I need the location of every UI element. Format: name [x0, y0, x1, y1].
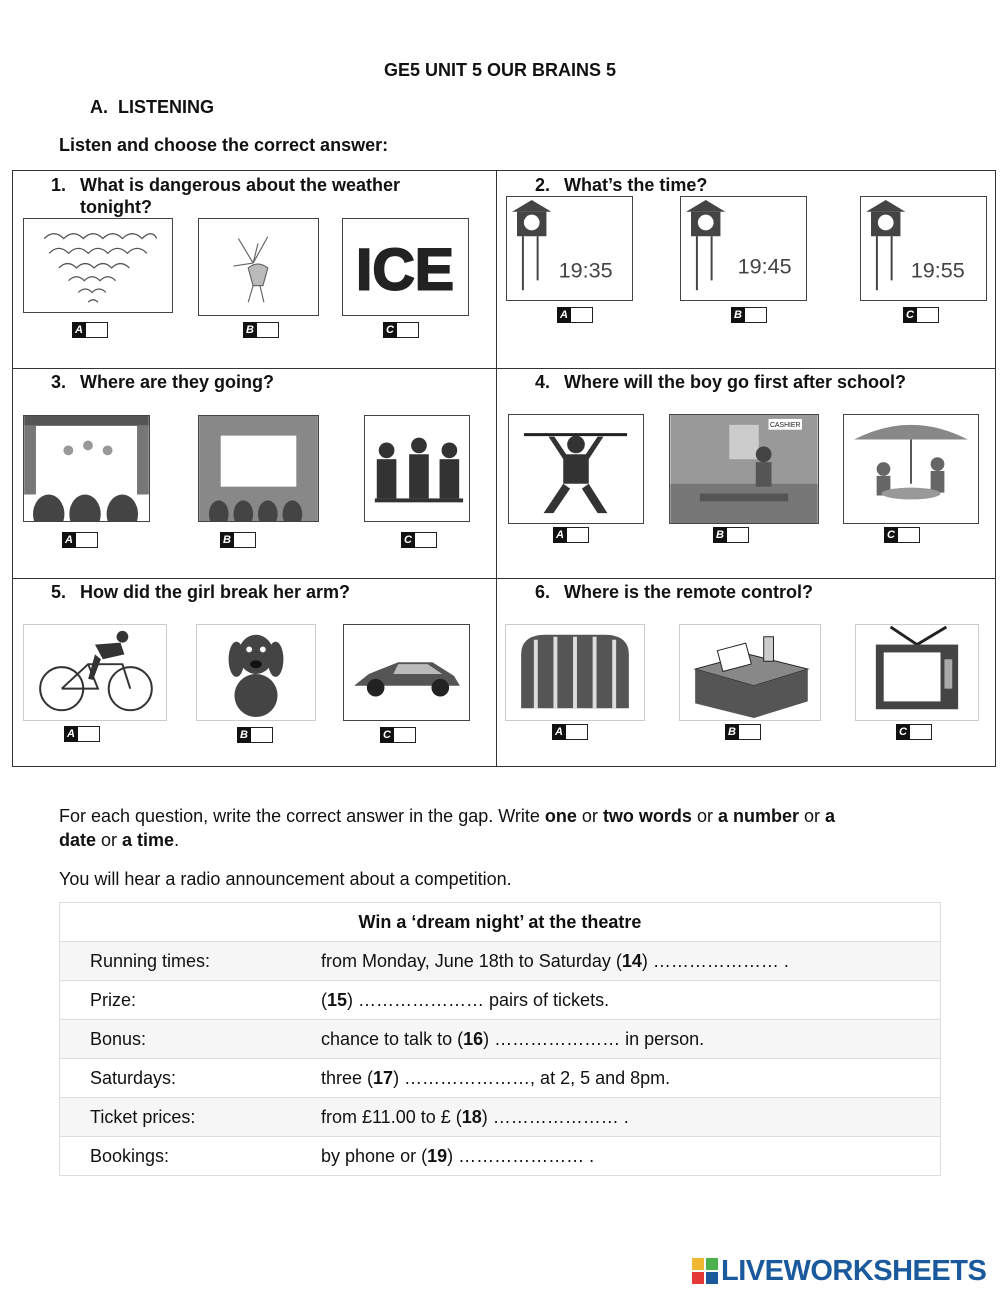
answer-box-q2-a[interactable]	[557, 307, 593, 323]
option-letter: A	[552, 724, 566, 740]
value-text: three (	[321, 1068, 374, 1088]
answer-box-q6-b[interactable]	[725, 724, 761, 740]
question-grid	[12, 170, 996, 767]
gym-weightlifter-icon	[508, 414, 644, 524]
shop-cashier-icon	[669, 414, 819, 524]
option-letter: C	[884, 527, 898, 543]
instruction-text: .	[174, 830, 180, 850]
option-letter: A	[553, 527, 567, 543]
table-row	[60, 1019, 940, 1058]
option-letter: B	[220, 532, 234, 548]
instruction-text: For each question, write the correct answer in the gap. Write	[59, 806, 545, 826]
row-label: Saturdays:	[90, 1068, 177, 1088]
section-name: LISTENING	[118, 97, 215, 117]
row-value[interactable]	[321, 951, 789, 972]
competition-table	[59, 902, 941, 1176]
answer-box-q3-c[interactable]	[401, 532, 437, 548]
table-row	[60, 1058, 940, 1097]
row-label: Running times:	[90, 951, 211, 971]
row-value[interactable]	[321, 1029, 704, 1050]
question-text: Where will the boy go first after school?	[564, 372, 907, 392]
answer-box-q1-b[interactable]	[243, 322, 279, 338]
answer-box-q2-c[interactable]	[903, 307, 939, 323]
gap-blank[interactable]: ) ………………… .	[641, 951, 789, 971]
gap-number: 19	[427, 1146, 448, 1166]
theatre-stage-icon	[23, 415, 150, 522]
question-number: 6.	[535, 582, 551, 602]
instruction-text: or	[96, 830, 123, 850]
question-text: What is dangerous about the weather tonight?	[80, 175, 401, 217]
value-text: chance to talk to (	[321, 1029, 464, 1049]
answer-box-q3-b[interactable]	[220, 532, 256, 548]
question-text: What’s the time?	[564, 175, 708, 195]
instruction-bold: a	[825, 806, 836, 826]
value-text: from £11.00 to £ (	[321, 1107, 462, 1127]
instruction-bold: one	[544, 806, 577, 826]
grid-divider-vertical	[496, 171, 497, 766]
gap-fill-instruction	[59, 804, 939, 852]
question-number: 3.	[51, 372, 67, 392]
question-text: Where are they going?	[80, 372, 275, 392]
question-text: Where is the remote control?	[564, 582, 814, 602]
option-letter: C	[896, 724, 910, 740]
value-text: (	[321, 990, 327, 1010]
row-value[interactable]	[321, 1146, 594, 1167]
question-number: 5.	[51, 582, 67, 602]
gap-blank[interactable]: ) …………………, at 2, 5 and 8pm.	[393, 1068, 671, 1088]
section-letter: A.	[90, 97, 108, 117]
orchestra-icon	[364, 415, 470, 522]
row-label: Bonus:	[90, 1029, 147, 1049]
liveworksheets-logo-icon	[692, 1258, 718, 1284]
table-row	[60, 941, 940, 980]
option-letter: A	[557, 307, 571, 323]
cinema-screen-icon	[198, 415, 319, 522]
row-label: Prize:	[90, 990, 137, 1010]
clouds-icon	[23, 218, 173, 313]
liveworksheets-brand[interactable]: LIVEWORKSHEETS	[721, 1255, 987, 1287]
option-letter: A	[62, 532, 76, 548]
row-value[interactable]	[321, 990, 609, 1011]
instruction-text: or	[576, 806, 603, 826]
instruction-bold: date	[59, 830, 97, 850]
question-text: How did the girl break her arm?	[80, 582, 351, 602]
option-letter: C	[903, 307, 917, 323]
row-value[interactable]	[321, 1068, 670, 1089]
answer-box-q4-c[interactable]	[884, 527, 920, 543]
cuckoo-clock-a	[506, 196, 633, 301]
option-letter: B	[237, 727, 251, 743]
gap-number: 15	[327, 990, 348, 1010]
answer-box-q5-b[interactable]	[237, 727, 273, 743]
option-letter: C	[401, 532, 415, 548]
gap-number: 17	[373, 1068, 394, 1088]
cashier-sign: CASHIER	[769, 421, 801, 429]
gap-blank[interactable]: ) ………………… .	[481, 1107, 629, 1127]
grid-divider-row-1	[13, 368, 995, 369]
worksheet-title: GE5 UNIT 5 OUR BRAINS 5	[383, 60, 617, 80]
row-label: Bookings:	[90, 1146, 170, 1166]
gap-blank[interactable]: ) ………………… in person.	[483, 1029, 705, 1049]
cafe-icon	[843, 414, 979, 524]
ice-icon	[342, 218, 469, 316]
table-heading: Win a ‘dream night’ at the theatre	[358, 912, 642, 932]
cuckoo-clock-c	[860, 196, 987, 301]
option-letter: B	[713, 527, 727, 543]
row-label: Ticket prices:	[90, 1107, 196, 1127]
option-letter: A	[64, 726, 78, 742]
answer-box-q5-c[interactable]	[380, 727, 416, 743]
answer-box-q3-a[interactable]	[62, 532, 98, 548]
option-letter: B	[731, 307, 745, 323]
instruction-bold: two words	[602, 806, 692, 826]
answer-box-q4-a[interactable]	[553, 527, 589, 543]
answer-box-q1-c[interactable]	[383, 322, 419, 338]
value-text: by phone or (	[321, 1146, 428, 1166]
windmill-icon	[198, 218, 319, 316]
dog-icon	[196, 624, 316, 721]
question-number: 4.	[535, 372, 551, 392]
table-row	[60, 980, 940, 1019]
table-row	[60, 1097, 940, 1136]
table-icon	[679, 624, 821, 721]
option-letter: C	[383, 322, 397, 338]
option-letter: B	[243, 322, 257, 338]
answer-box-q1-a[interactable]	[72, 322, 108, 338]
gap-number: 14	[621, 951, 642, 971]
armchair-icon	[505, 624, 645, 721]
row-value[interactable]	[321, 1107, 629, 1128]
option-letter: A	[72, 322, 86, 338]
time-label-a: 19:35	[558, 257, 613, 283]
car-icon	[343, 624, 470, 721]
gap-blank[interactable]: ) ………………… .	[447, 1146, 595, 1166]
gap-number: 18	[461, 1107, 482, 1127]
listening-instruction: Listen and choose the correct answer:	[59, 135, 389, 155]
instruction-bold: a number	[717, 806, 799, 826]
answer-box-q6-c[interactable]	[896, 724, 932, 740]
gap-number: 16	[463, 1029, 484, 1049]
gap-blank[interactable]: ) ………………… pairs of tickets.	[347, 990, 610, 1010]
question-number: 1.	[51, 175, 67, 195]
answer-box-q6-a[interactable]	[552, 724, 588, 740]
answer-box-q5-a[interactable]	[64, 726, 100, 742]
time-label-b: 19:45	[737, 253, 792, 279]
cuckoo-clock-b	[680, 196, 807, 301]
section-heading	[90, 97, 214, 118]
value-text: from Monday, June 18th to Saturday (	[321, 951, 622, 971]
question-number: 2.	[535, 175, 551, 195]
option-letter: B	[725, 724, 739, 740]
answer-box-q4-b[interactable]	[713, 527, 749, 543]
time-label-c: 19:55	[910, 257, 965, 283]
announcement-text: You will hear a radio announcement about a competition.	[59, 869, 512, 889]
instruction-bold: a time	[122, 830, 175, 850]
answer-box-q2-b[interactable]	[731, 307, 767, 323]
cyclist-icon	[23, 624, 167, 721]
instruction-text: or	[691, 806, 718, 826]
instruction-text: or	[798, 806, 825, 826]
television-icon	[855, 624, 979, 721]
option-letter: C	[380, 727, 394, 743]
grid-divider-row-2	[13, 578, 995, 579]
table-row	[60, 1136, 940, 1175]
ice-label: ICE	[356, 237, 454, 303]
